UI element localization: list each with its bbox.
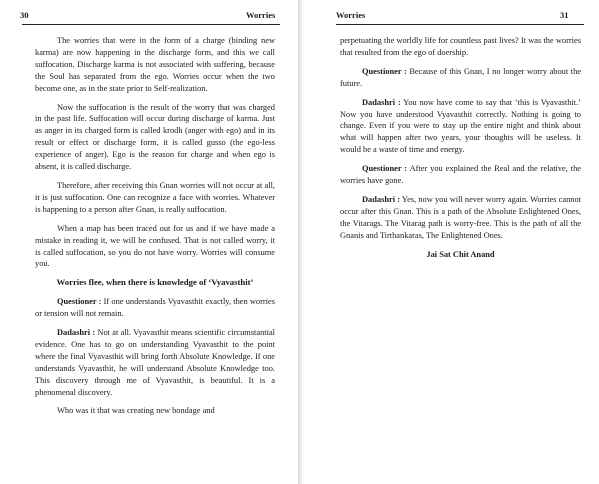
speaker-label: Questioner : <box>362 164 408 174</box>
dialogue-paragraph <box>35 327 275 398</box>
dialogue-text: You now have come to say that ‘this is Vyavasthit.’ Now you have understood Vyavasthit correctly. Nothing is going to change. Even if you were to stay up the entire night and think about what will happen after two years, your thoughts will be useless. It would be a waste of time and energy. <box>340 97 581 155</box>
continued-paragraph: perpetuating the worldly life for countless past lives? It was the worries that resulted from the ego of doership. <box>340 36 581 57</box>
paragraph: When a map has been traced out for us and if we have made a mistake in reading it, we will be confused. That is not called worry, it is called suffocation, so you do not have worry. Worries will consume you. <box>35 223 275 269</box>
dialogue-text: Yes, now you will never worry again. Worries cannot occur after this Gnan. This is a path of the Absolute Enlightened Ones, the Vitarags. The Vitarag path is worry-free. This is the path of all the Gnanis and Tirthankaras, The Enlightened Ones. <box>340 194 581 240</box>
right-page <box>302 0 599 484</box>
dialogue-paragraph <box>35 296 275 320</box>
section-heading: Worries flee, when there is knowledge of ‘Vyavasthit’ <box>56 277 254 288</box>
paragraph: The worries that were in the form of a charge (binding new karma) are now happening in the discharge form, and this we call suffocation. Discharge karma is not associated with suffering, because the Soul has separated from the ego. Worries occur when the two become one, as in the state prior to Self-realization. <box>35 36 275 93</box>
page-number: 30 <box>20 10 29 20</box>
speaker-label: Dadashri : <box>57 328 96 338</box>
dialogue-text: Because of this Gnan, I no longer worry about the future. <box>340 66 581 88</box>
dialogue-paragraph <box>340 66 581 90</box>
paragraph: Therefore, after receiving this Gnan worries will not occur at all, it is just suffocation. One can recognize a face with worries. Whatever is happening to a person after Gnan, is really suffocation. <box>35 180 275 214</box>
dialogue-text: If one understands Vyavasthit exactly, then worries or tension will not remain. <box>35 297 275 319</box>
speaker-label: Dadashri : <box>362 97 401 107</box>
paragraph: Who was it that was creating new bondage and <box>57 406 215 416</box>
dialogue-paragraph <box>340 194 581 242</box>
page-body <box>340 35 581 268</box>
running-title: Worries <box>336 10 366 20</box>
dialogue-text: Not at all. Vyavasthit means scientific circumstantial evidence. One has to go on understanding Vyavasthit to the point where the final Vyavasthit will bring forth Absolute Knowledge. If one understands Vyavasthit, he will understand Absolute Knowledge too. This discovery through me of Vyavasthit, is beautiful. It is a phenomenal discovery. <box>35 328 275 397</box>
header-rule <box>336 24 584 25</box>
closing-salutation: Jai Sat Chit Anand <box>426 249 495 259</box>
page-number: 31 <box>560 10 569 20</box>
speaker-label: Dadashri : <box>362 194 401 204</box>
speaker-label: Questioner : <box>57 297 102 307</box>
dialogue-paragraph <box>340 163 581 187</box>
paragraph: Now the suffocation is the result of the worry that was charged in the past life. Suffocation will occur during discharge of karma. Just as anger in its charged form is called krodh (anger with ego) and in its result or effect or discharge form, it is called gusso (the ego-less experience of anger). Ego is the reason for charge and when ego is absent, it is called discharge. <box>35 102 275 172</box>
dialogue-text: After you explained the Real and the relative, the worries have gone. <box>340 164 581 186</box>
header-rule <box>22 24 280 25</box>
page-body <box>35 35 275 424</box>
speaker-label: Questioner : <box>362 66 407 76</box>
dialogue-paragraph <box>340 97 581 157</box>
running-title: Worries <box>246 10 276 20</box>
